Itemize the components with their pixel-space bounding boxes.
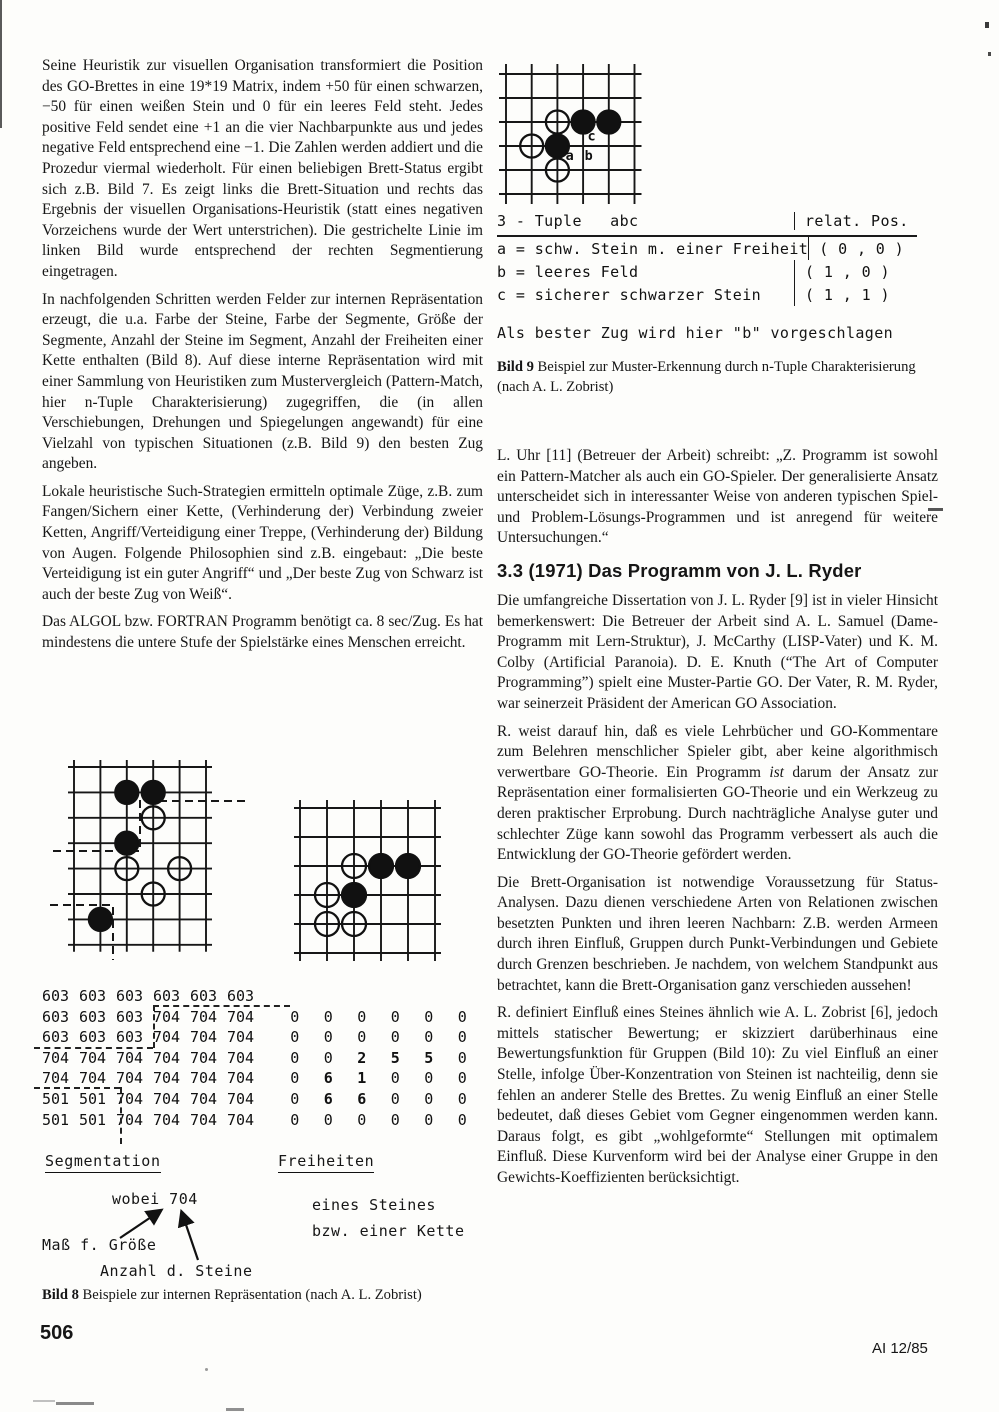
scan-smudge-1 <box>56 1402 94 1405</box>
freiheiten-cell: 0 <box>390 1089 400 1108</box>
matrix-cell: 704 <box>153 1110 181 1129</box>
freiheiten-cell: 6 <box>357 1089 367 1108</box>
paragraph-brett-organisation: Die Brett-Organisation ist notwendige Voraussetzung für Status-Analysen. Dazu dienen verschiedene Arten von Relationen zwischen besetzten Punkten und ihren leeren Nachbarn: Z.B. werden Armeen durch ihren Einfluß, Gruppen durch Punkt-Verbindungen und Gebiete durch Grenzen beschrieben. Je nachdem, von welchem Standpunkt aus betrachtet, kann die Brett-Organisation ganz verschieden aussehen! <box>497 873 938 994</box>
matrix-cell: 501 <box>42 1110 70 1129</box>
matrix-cell: 704 <box>42 1048 70 1067</box>
matrix-cell: 501 <box>79 1110 107 1129</box>
annotation-arrows <box>42 1202 292 1268</box>
black-stone <box>342 883 366 907</box>
label-freiheiten: Freiheiten <box>278 1152 374 1173</box>
tuple-table <box>497 212 917 306</box>
note-bzw-einer-kette: bzw. einer Kette <box>312 1222 465 1240</box>
matrix-row <box>42 1110 522 1131</box>
matrix-cell: 603 <box>116 987 144 1005</box>
scan-edge-line <box>0 0 2 128</box>
matrix-cell: 603 <box>79 987 107 1005</box>
matrix-cell: 704 <box>116 1110 144 1129</box>
segment-dash-below-603 <box>34 1047 153 1049</box>
p7-part1: R. weist darauf hin, daß es viele Lehrbücher und GO-Kommentare zum Belehren menschlicher Spieler gibt, aber keine algorithmisch verwertbare GO-Theorie. Ein Programm <box>497 722 938 781</box>
caption-bild9-text: Beispiel zur Muster-Erkennung durch n-Tuple Charakterisierung (nach A. L. Zobrist) <box>497 359 916 395</box>
freiheiten-cell: 0 <box>424 1028 434 1047</box>
matrix-cell: 603 <box>79 1007 107 1026</box>
paragraph-such-strategien: Lokale heuristische Such-Strategien ermitteln optimale Züge, z.B. zum Fangen/Sichern einer Kette, (Verhinderung der) Verbindung zweier Ketten, Angriff/Verteidigung einer Treppe, (Verhinderung der) Bildung von Augen. Folgende Philosophien sind z.B. eingebaut: „Die beste Verteidigung ist ein guter Angriff“ und „Der beste Zug von Schwarz ist auch der beste Zug von Weiß“. <box>42 482 483 603</box>
segment-dash-vert-501 <box>120 1087 122 1144</box>
matrix-cell: 704 <box>116 1089 144 1108</box>
black-stone <box>89 908 112 931</box>
section-heading-ryder: 3.3 (1971) Das Programm von J. L. Ryder <box>497 559 862 581</box>
freiheiten-cell: 0 <box>323 1028 333 1047</box>
matrix-cell: 603 <box>42 1028 70 1047</box>
tuple-table-header-right: relat. Pos. <box>794 212 917 230</box>
matrix-cell: 603 <box>42 987 70 1005</box>
tuple-table-row <box>497 283 917 306</box>
freiheiten-cell: 0 <box>323 1007 333 1026</box>
paragraph-heuristik: Seine Heuristik zur visuellen Organisation transformiert die Position des GO-Brettes in eine 19*19 Matrix, indem +50 für einen schwarzen, −50 für einen weißen Stein und 0 für ein leeres Feld steht. Jedes positive Feld sendet eine +1 an die vier Nachbarpunkte aus und jedes negative Feld entsprechend eine −1. Die Zahlen werden addiert und die Prozedur viermal wiederholt. Für einen beliebigen Brett-Status ergibt sich z.B. Bild 7. Es zeigt links die Brett-Situation und rechts das Ergebnis der visuellen Organisations-Heuristik (statt eines negativen Vorzeichens wurde der Wert unterstrichen). Die gestrichelte Linie im linken Bild wurde entsprechend der rechten Segmentierung eingetragen. <box>42 57 483 280</box>
tuple-rel-pos: ( 1 , 0 ) <box>794 260 917 283</box>
matrix-cell: 704 <box>42 1069 70 1088</box>
tuple-rel-pos: ( 0 , 0 ) <box>808 237 917 260</box>
freiheiten-cell: 0 <box>357 1110 367 1129</box>
freiheiten-cell: 0 <box>424 1069 434 1088</box>
matrix-cell: 704 <box>153 1048 181 1067</box>
paragraph-algol-fortran: Das ALGOL bzw. FORTRAN Programm benötigt ca. 8 sec/Zug. Es hat mindestens die untere Stufe der Spielstärke eines Menschen erreicht. <box>42 613 483 652</box>
freiheiten-cell: 0 <box>390 1110 400 1129</box>
matrix-cell: 603 <box>42 1007 70 1026</box>
matrix-cell: 603 <box>116 1007 144 1026</box>
matrix-row <box>42 986 522 1007</box>
scan-smudge-2 <box>33 1400 55 1402</box>
point-label-b: b <box>584 147 593 164</box>
note-wobei-704: wobei 704 <box>112 1190 198 1208</box>
caption-bild8 <box>42 1286 483 1306</box>
note-mass-groesse: Maß f. Größe <box>42 1236 157 1254</box>
black-stone <box>142 781 165 804</box>
segment-dash-vert-704 <box>153 1005 155 1048</box>
p7-italic: ist <box>769 763 784 781</box>
freiheiten-cell: 0 <box>323 1048 333 1067</box>
matrix-cell: 603 <box>153 987 181 1005</box>
arrow-to-04 <box>182 1213 198 1260</box>
freiheiten-cell: 5 <box>390 1048 400 1067</box>
matrix-cell: 704 <box>153 1089 181 1108</box>
matrix-cell: 704 <box>190 1048 218 1067</box>
tuple-desc: a = schw. Stein m. einer Freiheit <box>497 240 809 258</box>
scan-smudge-3 <box>226 1408 244 1411</box>
matrix-cell: 704 <box>190 1007 218 1026</box>
freiheiten-cell: 1 <box>357 1069 367 1088</box>
matrix-cell: 704 <box>227 1110 255 1129</box>
matrix-cell: 704 <box>153 1069 181 1088</box>
matrix-cell: 501 <box>79 1089 107 1108</box>
go-board-bild9 <box>494 56 664 211</box>
matrix-row <box>42 1007 522 1028</box>
matrix-cell: 704 <box>227 1069 255 1088</box>
freiheiten-cell: 5 <box>424 1048 434 1067</box>
paragraph-interne-repraesentation: In nachfolgenden Schritten werden Felder zur internen Repräsentation erzeugt, die u.a. Farbe der Steine, Farbe der Segmente, Größe der Segmente, Anzahl der Steine im Segment, Anzahl der Freiheiten einer Kette enthalten (Bild 8). Auf diese interne Repräsentation wird mit einer Sammlung von Heuristiken zum Mustervergleich (Pattern-Match, hier n-Tuple Charakterisierung) zugegriffen, die (in allen Verschiebungen, Drehungen und Spiegelungen angewandt) für eine Vielzahl von typischen Situationen (z.B. Bild 9) den besten Zug angeben. <box>42 290 483 473</box>
caption-bild9-label: Bild 9 <box>497 359 534 375</box>
freiheiten-cell: 0 <box>290 1089 300 1108</box>
matrix-cell: 704 <box>79 1069 107 1088</box>
freiheiten-cell: 0 <box>457 1110 467 1129</box>
matrix <box>42 986 522 1130</box>
paragraph-dissertation-ryder: Die umfangreiche Dissertation von J. L. Ryder [9] ist in vieler Hinsicht bemerkenswert: Die Betreuer der Arbeit sind A. L. Samuel (Dame-Programm mit Lern-Struktur), J. McCarthy (LISP-Vater) und K. M. Colby (Artificial Paranoia). D. E. Knuth (“The Art of Computer Programming”) spielt eine Muster-Partie GO. Der Vater, R. M. Ryder, war seinerzeit Präsident der American GO Association. <box>497 591 938 712</box>
matrix-cell: 603 <box>79 1028 107 1047</box>
matrix-cell: 501 <box>42 1089 70 1108</box>
matrix-cell: 704 <box>116 1048 144 1067</box>
freiheiten-cell: 6 <box>323 1069 333 1088</box>
black-stone <box>115 832 138 855</box>
tuple-table-header <box>497 212 917 237</box>
matrix-cell: 704 <box>190 1028 218 1047</box>
freiheiten-cell: 0 <box>290 1007 300 1026</box>
segment-dash-above-501 <box>34 1087 120 1089</box>
freiheiten-cell: 0 <box>457 1089 467 1108</box>
note-anzahl-steine: Anzahl d. Steine <box>100 1262 253 1280</box>
freiheiten-cell: 0 <box>457 1069 467 1088</box>
matrix-cell: 704 <box>79 1048 107 1067</box>
journal-issue: AI 12/85 <box>872 1340 928 1357</box>
matrix-row <box>42 1068 522 1089</box>
black-stone <box>396 854 420 878</box>
freiheiten-cell: 0 <box>424 1089 434 1108</box>
freiheiten-cell: 6 <box>323 1089 333 1108</box>
scan-speck-1 <box>985 22 989 28</box>
matrix-cell: 704 <box>227 1089 255 1108</box>
freiheiten-cell: 0 <box>457 1007 467 1026</box>
right-column <box>497 446 938 1189</box>
matrix-cell: 704 <box>190 1069 218 1088</box>
matrix-row <box>42 1027 522 1048</box>
caption-bild9 <box>497 358 931 397</box>
freiheiten-cell: 0 <box>290 1110 300 1129</box>
freiheiten-cell: 0 <box>457 1048 467 1067</box>
matrix-cell: 704 <box>190 1110 218 1129</box>
freiheiten-cell: 0 <box>424 1110 434 1129</box>
freiheiten-cell: 0 <box>357 1028 367 1047</box>
matrix-cell: 704 <box>116 1069 144 1088</box>
matrix-cell: 603 <box>190 987 218 1005</box>
point-label-c: c <box>587 128 596 145</box>
freiheiten-cell: 2 <box>357 1048 367 1067</box>
scan-dot <box>205 1368 208 1371</box>
freiheiten-cell: 0 <box>290 1028 300 1047</box>
point-label-a: a <box>565 147 574 164</box>
go-board-bild8-right <box>288 790 453 970</box>
go-board-bild8-left <box>36 753 291 968</box>
freiheiten-cell: 0 <box>457 1028 467 1047</box>
freiheiten-cell: 0 <box>323 1110 333 1129</box>
freiheiten-cell: 0 <box>390 1069 400 1088</box>
black-stone <box>115 781 138 804</box>
caption-bild8-text: Beispiele zur internen Repräsentation (nach A. L. Zobrist) <box>78 1287 422 1303</box>
freiheiten-cell: 0 <box>390 1028 400 1047</box>
tuple-rel-pos: ( 1 , 1 ) <box>794 283 917 306</box>
matrix-cell: 603 <box>116 1028 144 1047</box>
tuple-table-body <box>497 237 917 306</box>
tuple-desc: b = leeres Feld <box>497 263 639 281</box>
matrix-row <box>42 1089 522 1110</box>
note-eines-steines: eines Steines <box>312 1196 436 1214</box>
black-stone <box>597 111 620 134</box>
freiheiten-cell: 0 <box>290 1069 300 1088</box>
matrix-cell: 603 <box>227 987 255 1005</box>
label-segmentation: Segmentation <box>45 1152 161 1173</box>
black-stone <box>369 854 393 878</box>
p7-part2: darum der Ansatz zur Repräsentation einer formalisierten GO-Theorie und ein Werkzeug zu deren praktischer Erprobung. Durch nachträgliche Analyse guter und schlechter Züge kann sowohl das Programm verbessert als auch die Entwicklung der GO-Theorie gefördert werden. <box>497 763 939 864</box>
arrow-to-7 <box>120 1211 160 1238</box>
tuple-desc: c = sicherer schwarzer Stein <box>497 286 762 304</box>
freiheiten-cell: 0 <box>357 1007 367 1026</box>
matrix-cell: 704 <box>153 1007 181 1026</box>
tuple-table-header-left: 3 - Tuple abc <box>497 212 639 230</box>
matrix-cell: 704 <box>227 1048 255 1067</box>
matrix-row <box>42 1048 522 1069</box>
freiheiten-cell: 0 <box>424 1007 434 1026</box>
paragraph-go-theorie <box>497 722 938 866</box>
matrix-cell: 704 <box>153 1028 181 1047</box>
caption-bild8-label: Bild 8 <box>42 1287 79 1303</box>
matrix-cell: 704 <box>190 1089 218 1108</box>
suggestion-line: Als bester Zug wird hier "b" vorgeschlagen <box>497 324 894 342</box>
scan-speck-2 <box>988 52 991 56</box>
matrix-cell: 704 <box>227 1007 255 1026</box>
tuple-table-row <box>497 237 917 260</box>
freiheiten-cell: 0 <box>290 1048 300 1067</box>
paragraph-einfluss: R. definiert Einfluß eines Steines ähnlich wie A. L. Zobrist [6], jedoch mittels statischer Bewertung; er skizziert darüberhinaus eine Bewertungsfunktion für Gruppen (Bild 10): Zu viel Einfluß an einer Stelle, infolge Über-Konzentration von Steinen ist nachteilig, denn sie fehlen an anderer Stelle des Brettes. Zu wenig Einfluß an einer Stelle bedeutet, daß dieses Gebiet vom Gegner eingenommen werden kann. Daraus folgt, es gibt „wohlgeformte“ Stellungen mit optimalem Einfluß. Diese Kurvenform wird bei der Analyse einer Gruppe in den Gewichts-Koeffizienten berücksichtigt. <box>497 1004 938 1186</box>
segment-dash-top-704 <box>153 1005 290 1007</box>
freiheiten-cell: 0 <box>390 1007 400 1026</box>
tuple-table-row <box>497 260 917 283</box>
paragraph-uhr-zitat: L. Uhr [11] (Betreuer der Arbeit) schreibt: „Z. Programm ist sowohl ein Pattern-Matcher als auch ein GO-Spieler. Der generalisierte Ansatz unterscheidet sich in interessanter Weise von anderen typischen Spiel- und Problem-Lösungs-Programmen und ist anregend für weitere Untersuchungen.“ <box>497 447 938 547</box>
matrix-cell: 704 <box>227 1028 255 1047</box>
page-number: 506 <box>40 1322 74 1344</box>
left-column <box>42 56 483 654</box>
